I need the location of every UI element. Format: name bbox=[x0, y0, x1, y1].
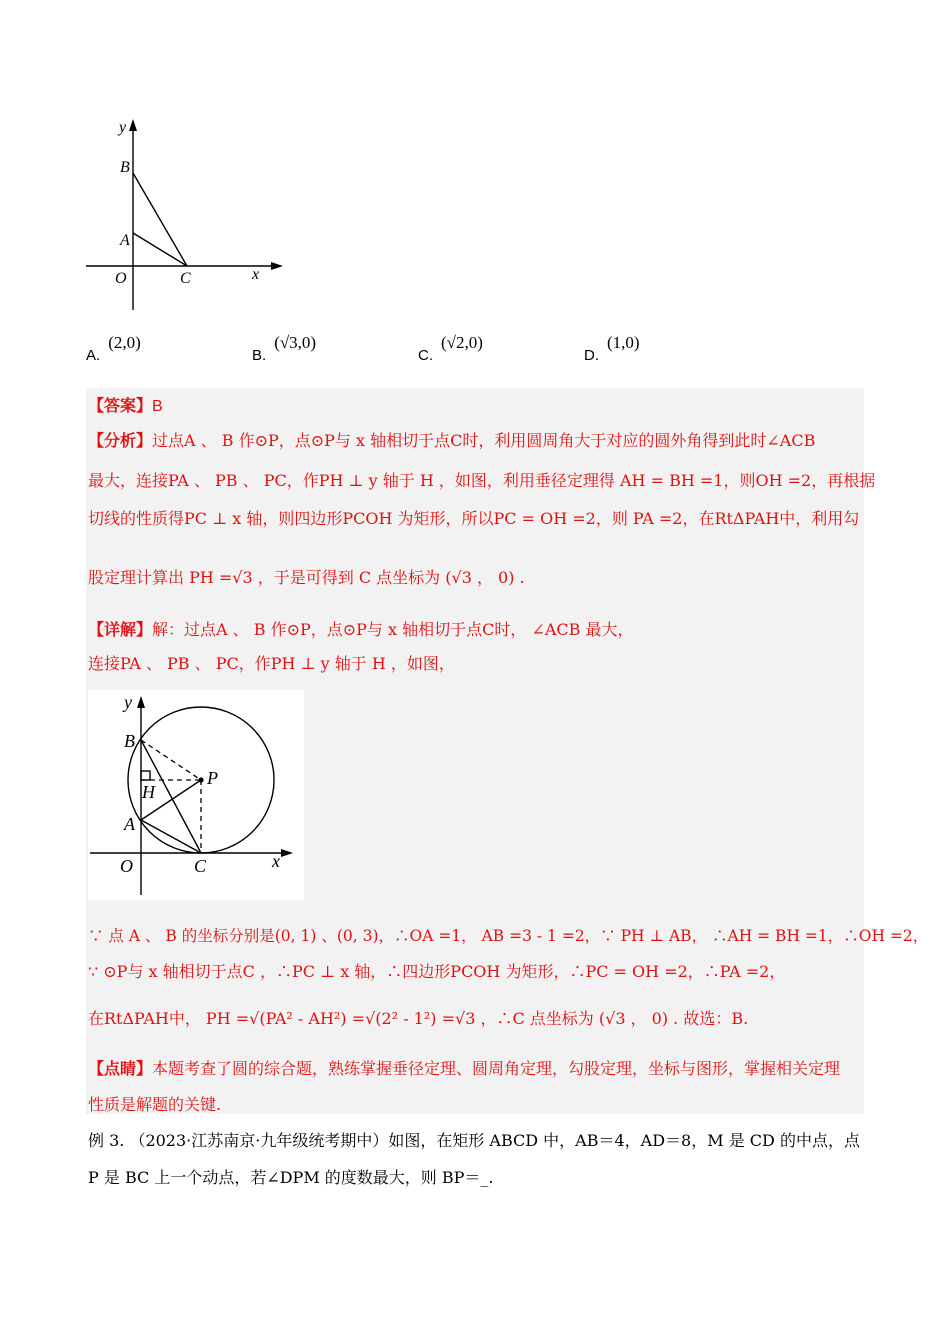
example-3-line-1: 例 3. （2023·江苏南京·九年级统考期中）如图，在矩形 ABCD 中，AB＝4，AD＝8，M 是 CD 的中点，点 bbox=[88, 1131, 860, 1150]
label-y: y bbox=[119, 119, 127, 136]
label-c: C bbox=[194, 856, 207, 876]
detail-line-2: 连接PA 、 PB 、 PC，作PH ⊥ y 轴于 H ，如图， bbox=[88, 654, 455, 673]
example-3-line-2: P 是 BC 上一个动点，若∠DPM 的度数最大，则 BP＝_. bbox=[88, 1168, 494, 1187]
detail-line-4: ∵ ⊙P与 x 轴相切于点C ，∴PC ⊥ x 轴，∴四边形PCOH 为矩形，∴PC = OH =2，∴PA =2， bbox=[88, 962, 786, 981]
x-arrow bbox=[281, 849, 293, 857]
label-a: A bbox=[124, 814, 135, 834]
label-o: O bbox=[120, 856, 133, 876]
label-x: x bbox=[252, 266, 260, 283]
analysis-text-1: 过点A 、 B 作⊙P，点⊙P与 x 轴相切于点C时，利用圆周角大于对应的圆外角得到此时∠ACB bbox=[152, 431, 816, 450]
option-d-letter: D. bbox=[584, 347, 599, 364]
option-c-value: (√2,0) bbox=[441, 333, 483, 352]
analysis-line-4: 股定理计算出 PH =√3 ，于是可得到 C 点坐标为 (√3 ， 0) . bbox=[88, 568, 525, 587]
figure-2 bbox=[88, 690, 304, 900]
label-h: H bbox=[142, 782, 155, 802]
option-b[interactable] bbox=[252, 333, 316, 364]
detail-text-1: 解：过点A 、 B 作⊙P，点⊙P与 x 轴相切于点C时， ∠ACB 最大， bbox=[152, 620, 634, 639]
right-angle-mark bbox=[141, 771, 150, 780]
x-arrow bbox=[271, 262, 283, 270]
option-d[interactable] bbox=[584, 333, 640, 364]
comment-line-2: 性质是解题的关键. bbox=[88, 1095, 222, 1114]
label-y: y bbox=[124, 692, 132, 712]
option-a-letter: A. bbox=[86, 347, 101, 364]
detail-line-3: ∵ 点 A 、 B 的坐标分别是(0, 1) 、(0, 3)，∴OA =1， AB =3 - 1 =2，∵ PH ⊥ AB， ∴AH = BH =1，∴OH =2， bbox=[88, 927, 929, 945]
y-arrow bbox=[129, 119, 137, 131]
comment-text-1: 本题考查了圆的综合题，熟练掌握垂径定理、圆周角定理，勾股定理，坐标与图形，掌握相关定理 bbox=[152, 1059, 841, 1078]
analysis-tag: 【分析】 bbox=[88, 431, 153, 450]
analysis-line-2: 最大，连接PA 、 PB 、 PC，作PH ⊥ y 轴于 H ，如图，利用垂径定理得 AH = BH =1，则OH =2，再根据 bbox=[88, 471, 876, 490]
option-b-letter: B. bbox=[252, 347, 267, 364]
detail-line-1 bbox=[88, 617, 634, 640]
y-arrow bbox=[137, 696, 145, 708]
comment-tag: 【点睛】 bbox=[88, 1059, 153, 1078]
option-b-value: (√3,0) bbox=[274, 333, 317, 352]
option-c-letter: C. bbox=[418, 347, 433, 364]
option-c[interactable] bbox=[418, 333, 483, 364]
label-b: B bbox=[120, 159, 130, 176]
option-a-value: (2,0) bbox=[108, 333, 141, 352]
label-a: A bbox=[120, 232, 130, 249]
label-x: x bbox=[272, 851, 280, 871]
label-c: C bbox=[180, 270, 191, 287]
label-o: O bbox=[115, 270, 127, 287]
figure-1 bbox=[84, 115, 289, 315]
label-b: B bbox=[124, 731, 135, 751]
label-p: P bbox=[207, 768, 218, 788]
comment-line-1 bbox=[88, 1056, 840, 1079]
option-d-value: (1,0) bbox=[607, 333, 640, 352]
segment-ac bbox=[133, 233, 187, 266]
segment-bc bbox=[133, 173, 187, 266]
analysis-line-1 bbox=[88, 428, 815, 451]
detail-tag: 【详解】 bbox=[88, 620, 153, 639]
figure-2-box bbox=[88, 690, 304, 900]
point-p bbox=[198, 777, 203, 782]
detail-line-5: 在RtΔPAH中， PH =√(PA² - AH²) =√(2² - 1²) =√3 ，∴C 点坐标为 (√3 ， 0) . 故选：B. bbox=[88, 1009, 749, 1028]
answer-tag: 【答案】 bbox=[88, 396, 153, 415]
answer-value: B bbox=[152, 398, 163, 415]
analysis-line-3: 切线的性质得PC ⊥ x 轴，则四边形PCOH 为矩形，所以PC = OH =2，则 PA =2，在RtΔPAH中，利用勾 bbox=[88, 509, 860, 528]
option-a[interactable] bbox=[86, 333, 141, 364]
answer-line bbox=[88, 393, 163, 416]
